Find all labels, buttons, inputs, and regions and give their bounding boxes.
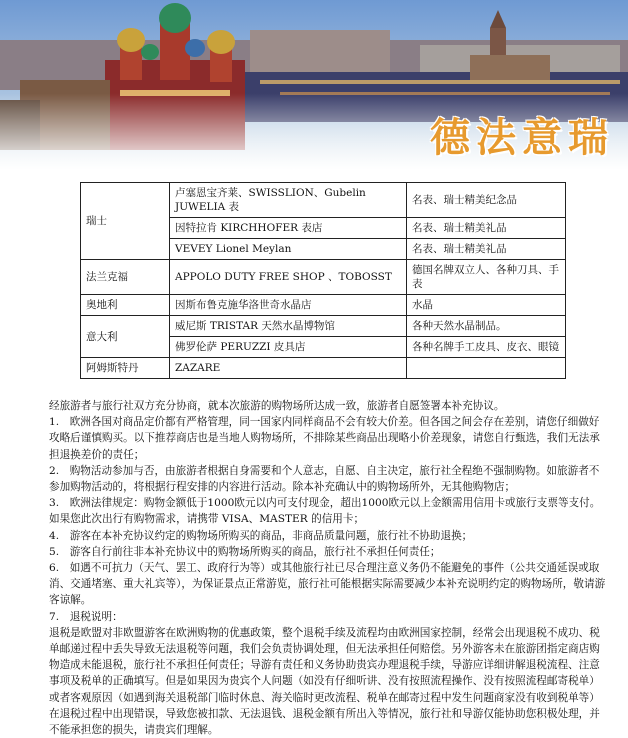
shop-cell: 卢塞恩宝齐莱、SWISSLION、Gubelin JUWELIA 表 [170, 183, 407, 218]
shops-table [80, 182, 566, 379]
table-row [81, 260, 566, 295]
terms-paragraph: 1. 欧洲各国对商品定价都有严格管理，同一国家内同样商品不会有较大价差。但各国之间会存在差别，请您仔细做好攻略后谨慎购买。以下推荐商店也是当地人购物场所，不排除某些商品出现略小价差现象，请您自行甄选，我们无法承担退换差价的责任； [49, 416, 600, 461]
table-row [81, 295, 566, 316]
note-cell [407, 358, 566, 379]
shop-cell: APPOLO DUTY FREE SHOP 、TOBOSST [170, 260, 407, 295]
shop-cell: 佛罗伦萨 PERUZZI 皮具店 [170, 337, 407, 358]
note-cell: 德国名牌双立人、各种刀具、手表 [407, 260, 566, 295]
terms-paragraph: 2. 购物活动参加与否，由旅游者根据自身需要和个人意志，自愿、自主决定，旅行社全程绝不强制购物。如旅游者不参加购物活动的，将根据行程安排的内容进行活动。除本补充确认中的购物场所外，无其他购物店； [49, 464, 600, 494]
banner [0, 0, 628, 170]
table-row [81, 183, 566, 218]
terms-paragraph: 退税是欧盟对非欧盟游客在欧洲购物的优惠政策，整个退税手续及流程均由欧洲国家控制，经常会出现退税不成功、税单邮递过程中丢失导致无法退税等问题，我们会负责协调处理，但无法承担任何赔偿。另外游客未在旅游团指定商店购物造成未能退税，旅行社不承担任何责任；导游有责任和义务协助贵宾办理退税手续，导游应详细讲解退税流程、注意事项及税单的正确填写。但是如果因为贵宾个人问题（如没有仔细听讲、没有按照流程操作、没有按照流程邮寄税单）或者客观原因（如遇到海关退税部门临时休息、海关临时更改流程、税单在邮寄过程中发生问题商家没有收到税单等）在退税过程中出现错误，导致您被扣款、无法退钱、退税金额有所出入等情况，旅行社和导游仅能协助您积极处理，并不能承担您的损失，请贵宾们理解。 [49, 626, 600, 737]
terms-paragraph: 经旅游者与旅行社双方充分协商，就本次旅游的购物场所达成一致，旅游者自愿签署本补充协议。 [49, 400, 505, 412]
shop-cell: VEVEY Lionel Meylan [170, 239, 407, 260]
note-cell: 各种名牌手工皮具、皮衣、眼镜 [407, 337, 566, 358]
terms-paragraph: 3. 欧洲法律规定：购物金额低于1000欧元以内可支付现金，超出1000欧元以上金额需用信用卡或旅行支票等支付。如果您此次出行有购物需求，请携带 VISA、MASTER 的信用卡； [49, 497, 601, 526]
note-cell: 水晶 [407, 295, 566, 316]
table-row [81, 316, 566, 337]
table-row [81, 358, 566, 379]
country-cell: 法兰克福 [81, 260, 170, 295]
shop-cell: 因斯布鲁克施华洛世奇水晶店 [170, 295, 407, 316]
terms-paragraph: 6. 如遇不可抗力（天气、罢工、政府行为等）或其他旅行社已尽合理注意义务仍不能避免的事件（公共交通延误或取消、交通堵塞、重大礼宾等），为保证景点正常游览，旅行社可能根据实际需要减少本补充说明约定的购物场所，敬请游客谅解。 [49, 562, 606, 607]
terms-paragraph: 4. 游客在本补充协议约定的购物场所购买的商品，非商品质量问题，旅行社不协助退换； [49, 529, 473, 542]
note-cell: 名表、瑞士精美礼品 [407, 239, 566, 260]
shop-cell: ZAZARE [170, 358, 407, 379]
country-cell: 瑞士 [81, 183, 170, 260]
terms-text [49, 398, 607, 738]
country-cell: 意大利 [81, 316, 170, 358]
shop-cell: 因特拉肯 KIRCHHOFER 表店 [170, 218, 407, 239]
terms-paragraph: 5. 游客自行前往非本补充协议中的购物场所购买的商品，旅行社不承担任何责任； [49, 545, 441, 558]
banner-title: 德法意瑞 [430, 115, 614, 161]
shop-cell: 威尼斯 TRISTAR 天然水晶博物馆 [170, 316, 407, 337]
terms-paragraph: 7. 退税说明： [49, 610, 123, 623]
note-cell: 各种天然水晶制品。 [407, 316, 566, 337]
note-cell: 名表、瑞士精美纪念品 [407, 183, 566, 218]
country-cell: 阿姆斯特丹 [81, 358, 170, 379]
country-cell: 奥地利 [81, 295, 170, 316]
note-cell: 名表、瑞士精美礼品 [407, 218, 566, 239]
